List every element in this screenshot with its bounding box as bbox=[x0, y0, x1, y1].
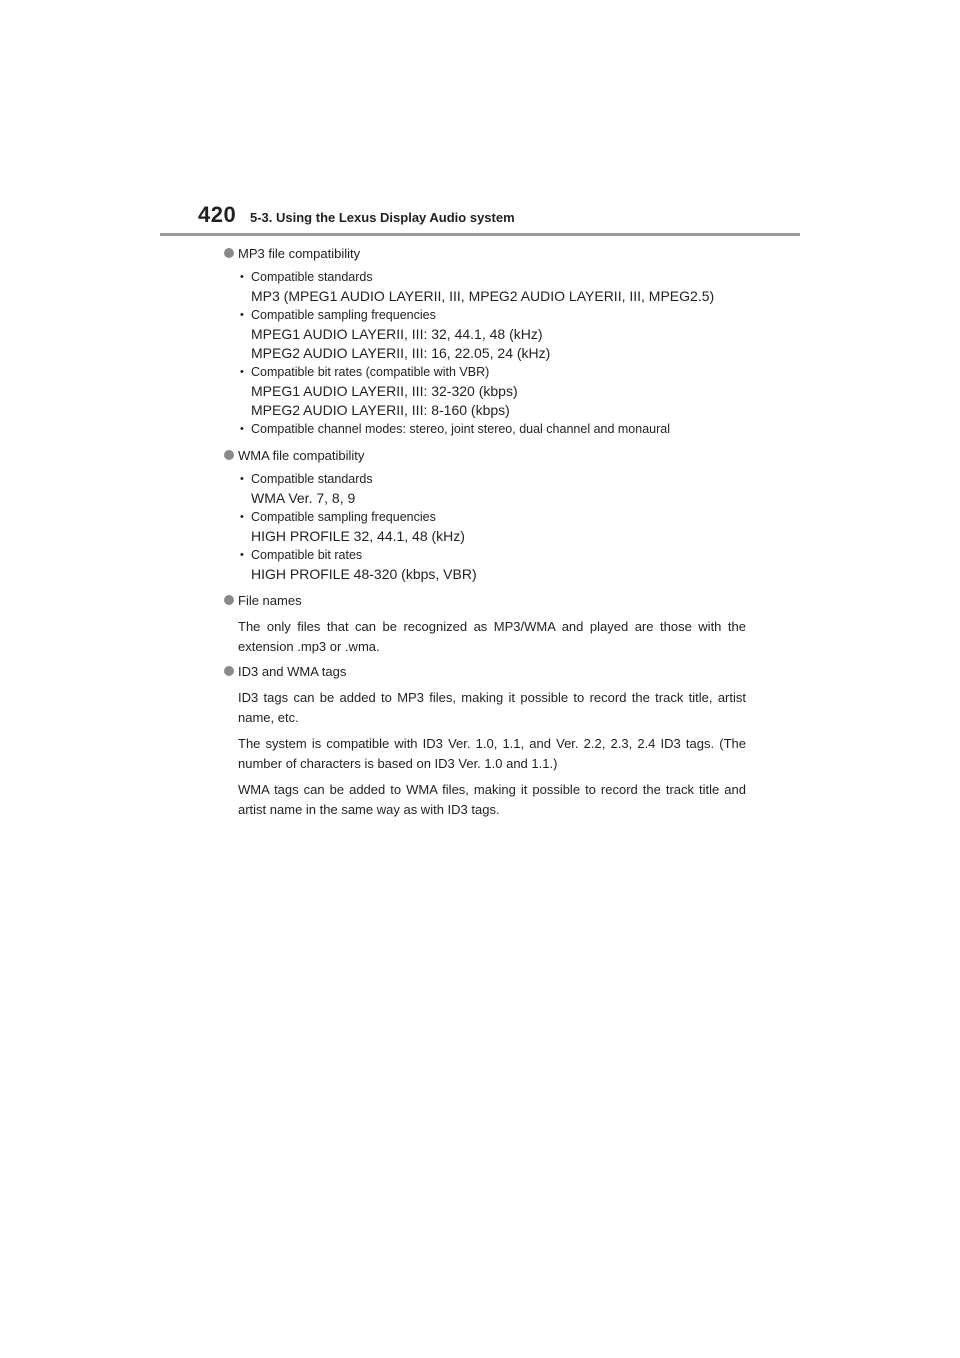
spec-label: • Compatible standards bbox=[251, 472, 373, 486]
spec-list bbox=[224, 470, 746, 584]
spec-item bbox=[224, 508, 746, 546]
section-heading-text: ID3 and WMA tags bbox=[238, 664, 347, 679]
spec-value: HIGH PROFILE 48-320 (kbps, VBR) bbox=[251, 566, 477, 582]
spec-label: • Compatible sampling frequencies bbox=[251, 510, 436, 524]
section-id3-wma-tags bbox=[224, 661, 746, 820]
spec-value: MPEG1 AUDIO LAYERII, III: 32, 44.1, 48 (kHz) bbox=[251, 326, 543, 342]
section-heading-text: WMA file compatibility bbox=[238, 448, 365, 463]
bullet-icon bbox=[224, 595, 234, 605]
spec-value: MPEG2 AUDIO LAYERII, III: 16, 22.05, 24 (kHz) bbox=[251, 345, 551, 361]
header-rule bbox=[160, 233, 800, 236]
paragraph: WMA tags can be added to WMA files, making it possible to record the track title and artist name in the same way as with ID3 tags. bbox=[238, 782, 746, 817]
spec-value: MP3 (MPEG1 AUDIO LAYERII, III, MPEG2 AUDIO LAYERII, III, MPEG2.5) bbox=[251, 288, 715, 304]
spec-item bbox=[224, 363, 746, 420]
section-heading bbox=[224, 661, 746, 682]
bullet-icon bbox=[224, 450, 234, 460]
spec-value: WMA Ver. 7, 8, 9 bbox=[251, 490, 356, 506]
section-heading bbox=[224, 590, 746, 611]
section-heading-text: File names bbox=[238, 593, 302, 608]
page-content bbox=[224, 243, 746, 824]
paragraph: The only files that can be recognized as MP3/WMA and played are those with the extension .mp3 or .wma. bbox=[238, 619, 746, 654]
bullet-icon bbox=[224, 666, 234, 676]
section-heading bbox=[224, 243, 746, 264]
section-file-names bbox=[224, 590, 746, 657]
spec-value: MPEG1 AUDIO LAYERII, III: 32-320 (kbps) bbox=[251, 383, 518, 399]
spec-list bbox=[224, 268, 746, 439]
page-number: 420 bbox=[198, 202, 237, 227]
spec-item bbox=[224, 268, 746, 306]
spec-value: MPEG2 AUDIO LAYERII, III: 8-160 (kbps) bbox=[251, 402, 510, 418]
spec-label: • Compatible bit rates bbox=[251, 548, 363, 562]
section-title: 5-3. Using the Lexus Display Audio system bbox=[250, 210, 515, 225]
spec-item bbox=[224, 546, 746, 584]
spec-item bbox=[224, 306, 746, 363]
page-header bbox=[160, 202, 800, 238]
spec-value: HIGH PROFILE 32, 44.1, 48 (kHz) bbox=[251, 528, 465, 544]
bullet-icon bbox=[224, 248, 234, 258]
paragraph: ID3 tags can be added to MP3 files, making it possible to record the track title, artist name, etc. bbox=[238, 690, 746, 725]
spec-item bbox=[224, 420, 746, 439]
section-heading bbox=[224, 445, 746, 466]
spec-label: • Compatible standards bbox=[251, 270, 373, 284]
section-heading-text: MP3 file compatibility bbox=[238, 246, 361, 261]
spec-label: • Compatible channel modes: stereo, joint stereo, dual channel and monaural bbox=[251, 422, 671, 436]
spec-label: • Compatible bit rates (compatible with VBR) bbox=[251, 365, 490, 379]
spec-label: • Compatible sampling frequencies bbox=[251, 308, 436, 322]
paragraph: The system is compatible with ID3 Ver. 1.0, 1.1, and Ver. 2.2, 2.3, 2.4 ID3 tags. (The number of characters is based on ID3 Ver. 1.0 and 1.1.) bbox=[238, 736, 746, 771]
spec-item bbox=[224, 470, 746, 508]
section-wma bbox=[224, 445, 746, 584]
section-mp3 bbox=[224, 243, 746, 439]
